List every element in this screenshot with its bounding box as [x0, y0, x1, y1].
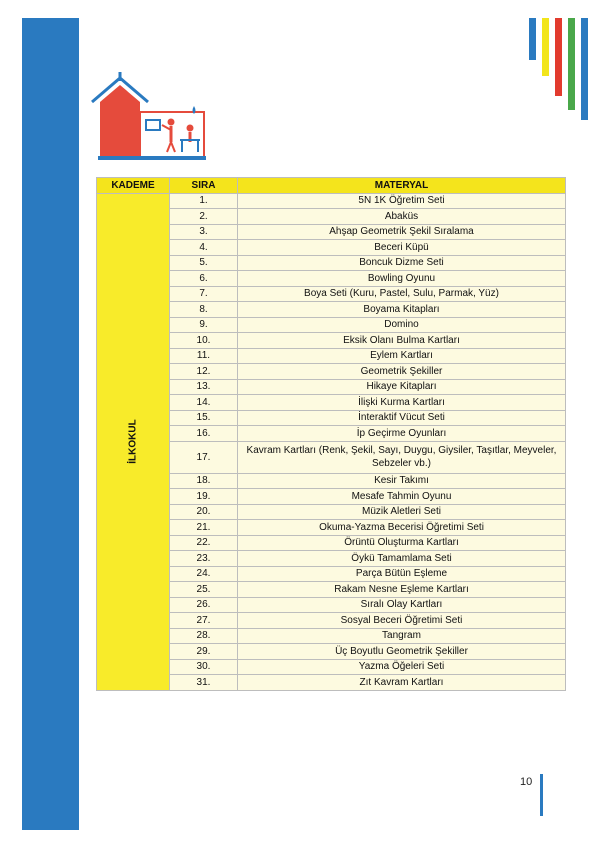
row-material: Eylem Kartları — [238, 348, 566, 364]
stripe-green — [568, 18, 575, 110]
row-material: Kavram Kartları (Renk, Şekil, Sayı, Duygu, Giysiler, Taşıtlar, Meyveler, Sebzeler vb.) — [238, 441, 566, 473]
row-material: 5N 1K Öğretim Seti — [238, 193, 566, 209]
row-number: 27. — [170, 613, 238, 629]
row-material: İnteraktif Vücut Seti — [238, 410, 566, 426]
row-number: 30. — [170, 659, 238, 675]
row-material: Rakam Nesne Eşleme Kartları — [238, 582, 566, 598]
row-number: 4. — [170, 240, 238, 256]
row-material: Ahşap Geometrik Şekil Sıralama — [238, 224, 566, 240]
page-number-rule — [540, 774, 543, 816]
row-material: Parça Bütün Eşleme — [238, 566, 566, 582]
row-material: Okuma-Yazma Becerisi Öğretimi Seti — [238, 520, 566, 536]
row-material: Boncuk Dizme Seti — [238, 255, 566, 271]
row-material: Boyama Kitapları — [238, 302, 566, 318]
row-material: Müzik Aletleri Seti — [238, 504, 566, 520]
row-number: 6. — [170, 271, 238, 287]
row-material: İlişki Kurma Kartları — [238, 395, 566, 411]
header-materyal: MATERYAL — [238, 178, 566, 194]
row-number: 15. — [170, 410, 238, 426]
row-number: 14. — [170, 395, 238, 411]
row-number: 19. — [170, 489, 238, 505]
row-number: 16. — [170, 426, 238, 442]
materials-table — [96, 177, 566, 691]
row-number: 2. — [170, 209, 238, 225]
row-number: 23. — [170, 551, 238, 567]
row-material: Zıt Kavram Kartları — [238, 675, 566, 691]
left-blue-bar — [22, 18, 79, 830]
header-sira: SIRA — [170, 178, 238, 194]
table-header-row — [97, 178, 566, 194]
row-material: Örüntü Oluşturma Kartları — [238, 535, 566, 551]
kademe-label: İLKOKUL — [127, 419, 139, 464]
row-material: Boya Seti (Kuru, Pastel, Sulu, Parmak, Yüz) — [238, 286, 566, 302]
row-number: 18. — [170, 473, 238, 489]
table-row — [97, 193, 566, 209]
row-number: 11. — [170, 348, 238, 364]
row-material: Beceri Küpü — [238, 240, 566, 256]
stripe-yellow — [542, 18, 549, 76]
row-material: Hikaye Kitapları — [238, 379, 566, 395]
stripe-blue-2 — [581, 18, 588, 120]
row-number: 20. — [170, 504, 238, 520]
row-material: Geometrik Şekiller — [238, 364, 566, 380]
row-material: Eksik Olanı Bulma Kartları — [238, 333, 566, 349]
row-number: 8. — [170, 302, 238, 318]
row-number: 9. — [170, 317, 238, 333]
row-number: 1. — [170, 193, 238, 209]
row-material: Sosyal Beceri Öğretimi Seti — [238, 613, 566, 629]
row-material: Sıralı Olay Kartları — [238, 597, 566, 613]
row-number: 5. — [170, 255, 238, 271]
row-number: 25. — [170, 582, 238, 598]
row-material: Öykü Tamamlama Seti — [238, 551, 566, 567]
row-number: 28. — [170, 628, 238, 644]
stripe-red — [555, 18, 562, 96]
row-material: Üç Boyutlu Geometrik Şekiller — [238, 644, 566, 660]
row-material: Domino — [238, 317, 566, 333]
kademe-cell — [97, 193, 170, 690]
row-number: 29. — [170, 644, 238, 660]
row-material: Kesir Takımı — [238, 473, 566, 489]
row-material: Yazma Öğeleri Seti — [238, 659, 566, 675]
row-number: 31. — [170, 675, 238, 691]
row-number: 17. — [170, 441, 238, 473]
row-material: İp Geçirme Oyunları — [238, 426, 566, 442]
page-number: 10 — [520, 776, 533, 788]
row-number: 3. — [170, 224, 238, 240]
row-material: Bowling Oyunu — [238, 271, 566, 287]
row-number: 7. — [170, 286, 238, 302]
row-material: Mesafe Tahmin Oyunu — [238, 489, 566, 505]
row-number: 13. — [170, 379, 238, 395]
row-number: 12. — [170, 364, 238, 380]
row-number: 10. — [170, 333, 238, 349]
header-kademe: KADEME — [97, 178, 170, 194]
row-number: 24. — [170, 566, 238, 582]
table-body — [97, 193, 566, 690]
stripe-blue — [529, 18, 536, 60]
row-material: Tangram — [238, 628, 566, 644]
school-classroom-icon — [90, 72, 208, 164]
row-material: Abaküs — [238, 209, 566, 225]
row-number: 21. — [170, 520, 238, 536]
row-number: 26. — [170, 597, 238, 613]
row-number: 22. — [170, 535, 238, 551]
